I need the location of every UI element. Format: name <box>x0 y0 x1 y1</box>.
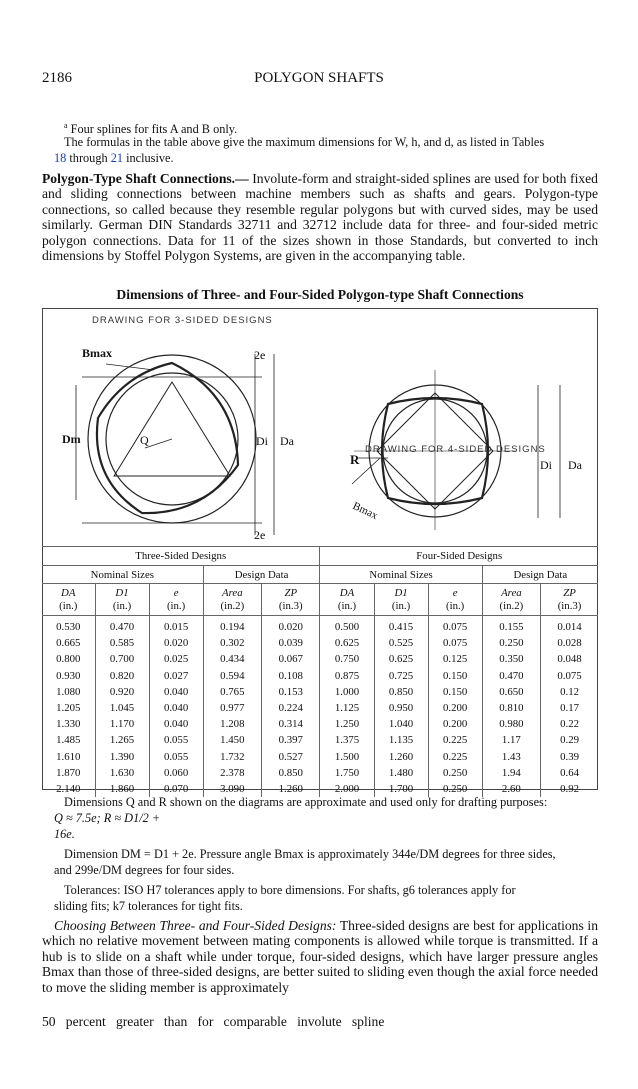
table-cell: 1.732 <box>203 749 261 765</box>
table-cell: 0.594 <box>203 668 261 684</box>
note-tolerances-2 <box>54 898 594 914</box>
table-cell: 1.375 <box>320 732 374 748</box>
table-cell: 1.125 <box>320 700 374 716</box>
section-body: Involute-form and straight-sided splines are used for both fixed and sliding connections between machine members such as shafts and gears. Polygon-type connections, so called because they resemble regular polygons but with curved sides, may be used similarly. German DIN Standards 32711 and 32712 include data for three- and four-sided metric polygon connections. Data for 11 of the sizes shown in those Standards, but converted to inch dimensions by Stoffel Polygon Systems, are given in the accompanying table. <box>42 171 598 264</box>
table-row <box>42 635 598 651</box>
table-link-18[interactable]: 18 <box>54 151 67 165</box>
da-label-three: Da <box>280 434 294 448</box>
table-cell: 1.450 <box>203 732 261 748</box>
table-cell: 0.527 <box>262 749 320 765</box>
table-cell: 0.125 <box>428 651 482 667</box>
table-cell: 0.048 <box>557 653 582 666</box>
table-cell: 0.12 <box>560 685 579 698</box>
table-cell: 1.17 <box>482 732 540 748</box>
table-cell: 1.080 <box>42 684 95 700</box>
three-triangle <box>114 382 230 476</box>
table-cell: 2.140 <box>42 781 95 797</box>
note-dimension-2 <box>54 862 594 878</box>
table-cell: 0.225 <box>428 749 482 765</box>
col-header-3 <box>203 584 261 616</box>
table-cell: 1.700 <box>374 781 428 797</box>
table-cell: 0.155 <box>482 616 540 636</box>
col-unit: (in.) <box>337 599 357 612</box>
table-cell: 0.350 <box>482 651 540 667</box>
di-label-four: Di <box>540 458 552 472</box>
col-symbol: Area <box>501 586 522 599</box>
footnote-a-text: Four splines for fits A and B only. <box>70 122 238 137</box>
table-cell: 0.150 <box>428 668 482 684</box>
table-cell: 0.040 <box>149 716 203 732</box>
table-cell: 1.208 <box>203 716 261 732</box>
table-cell: 1.750 <box>320 765 374 781</box>
table-cell: 0.075 <box>428 635 482 651</box>
inclusive-word: inclusive. <box>126 151 174 165</box>
table-cell: 0.500 <box>320 616 374 636</box>
table-cell: 0.200 <box>428 700 482 716</box>
note-dimension-line1: Dimension DM = D1 + 2e. Pressure angle Bmax is approximately 344e/DM degrees for three sides, <box>64 847 556 861</box>
table-cell: 1.000 <box>320 684 374 700</box>
three-lobed-profile <box>97 363 238 513</box>
col-symbol: D1 <box>394 586 408 599</box>
table-cell: 2.378 <box>203 765 261 781</box>
table-row <box>42 749 598 765</box>
table-cell: 0.014 <box>557 621 582 634</box>
table-cell: 0.92 <box>560 782 579 795</box>
table-cell: 0.039 <box>262 635 320 651</box>
col-symbol: e <box>452 586 458 599</box>
col-header-2 <box>149 584 203 616</box>
table-cell: 0.980 <box>482 716 540 732</box>
col-unit: (in.3) <box>278 599 303 612</box>
design-header-four: Design Data <box>482 566 598 584</box>
table-cell: 0.250 <box>428 765 482 781</box>
table-cell: 0.22 <box>560 718 579 731</box>
col-unit: (in.2) <box>220 599 245 612</box>
table-cell: 1.170 <box>95 716 149 732</box>
section-heading: Polygon-Type Shaft Connections.— <box>42 171 249 186</box>
table-cell: 1.045 <box>95 700 149 716</box>
table-row <box>42 765 598 781</box>
table-cell: 0.800 <box>42 651 95 667</box>
table-row <box>42 700 598 716</box>
table-cell: 0.920 <box>95 684 149 700</box>
col-symbol: ZP <box>284 586 298 599</box>
table-cell: 0.29 <box>560 734 579 747</box>
da-label-four: Da <box>568 458 582 472</box>
table-cell: 0.750 <box>320 651 374 667</box>
table-cell: 1.250 <box>320 716 374 732</box>
table-cell: 0.585 <box>95 635 149 651</box>
table-cell: 1.260 <box>262 781 320 797</box>
table-cell: 0.225 <box>428 732 482 748</box>
col-symbol: DA <box>61 586 76 599</box>
col-header-0 <box>42 584 95 616</box>
table-cell: 2.000 <box>320 781 374 797</box>
table-cell: 0.224 <box>262 700 320 716</box>
table-cell: 0.820 <box>95 668 149 684</box>
table-cell: 0.930 <box>42 668 95 684</box>
table-cell: 0.977 <box>203 700 261 716</box>
choosing-heading: Choosing Between Three- and Four-Sided Designs: <box>54 918 337 933</box>
running-title: POLYGON SHAFTS <box>254 70 384 86</box>
col-symbol: e <box>173 586 179 599</box>
note-q-r-line2: Q ≈ 7.5e; R ≈ D1/2 + <box>54 811 161 825</box>
table-cell: 1.265 <box>95 732 149 748</box>
table-cell: 0.470 <box>482 668 540 684</box>
footnote-tables-line <box>54 150 174 166</box>
col-unit: (in.) <box>59 599 78 612</box>
col-unit: (in.) <box>391 599 411 612</box>
table-cell: 1.480 <box>374 765 428 781</box>
table-cell: 0.040 <box>149 684 203 700</box>
table-cell: 0.725 <box>374 668 428 684</box>
q-label: Q <box>140 433 149 447</box>
two-e-label-bottom: 2e <box>254 528 266 542</box>
table-cell: 0.810 <box>482 700 540 716</box>
polygon-drawings <box>42 330 598 546</box>
col-unit: (in.2) <box>499 599 524 612</box>
col-unit: (in.) <box>445 599 465 612</box>
table-cell: 0.028 <box>557 637 582 650</box>
group-three-header: Three-Sided Designs <box>42 547 320 566</box>
two-e-label-top: 2e <box>254 348 266 362</box>
col-symbol: Area <box>222 586 243 599</box>
table-cell: 0.015 <box>149 616 203 636</box>
col-header-7 <box>428 584 482 616</box>
table-cell: 0.020 <box>149 635 203 651</box>
table-row <box>42 651 598 667</box>
table-cell: 1.500 <box>320 749 374 765</box>
table-cell: 0.027 <box>149 668 203 684</box>
col-unit: (in.) <box>166 599 186 612</box>
table-cell: 1.260 <box>374 749 428 765</box>
table-cell: 0.302 <box>203 635 261 651</box>
table-cell: 0.875 <box>320 668 374 684</box>
col-symbol: ZP <box>563 586 576 599</box>
col-header-8 <box>482 584 540 616</box>
table-cell: 0.625 <box>320 635 374 651</box>
table-cell: 1.205 <box>42 700 95 716</box>
table-cell: 1.330 <box>42 716 95 732</box>
table-row <box>42 616 598 636</box>
table-cell: 0.850 <box>262 765 320 781</box>
note-dimension <box>64 846 604 862</box>
table-cell: 0.040 <box>149 700 203 716</box>
col-unit: (in.3) <box>557 599 582 612</box>
table-cell: 0.055 <box>149 749 203 765</box>
table-cell: 0.765 <box>203 684 261 700</box>
table-cell: 0.075 <box>557 669 582 682</box>
four-sided-drawing-label: DRAWING FOR 4-SIDED DESIGNS <box>365 444 546 455</box>
table-cell: 1.485 <box>42 732 95 748</box>
section-paragraph <box>42 171 598 263</box>
col-header-5 <box>320 584 374 616</box>
table-cell: 0.060 <box>149 765 203 781</box>
polygon-dimensions-table <box>42 546 598 797</box>
table-link-21[interactable]: 21 <box>110 151 124 165</box>
note-tolerances-line2: sliding fits; k7 tolerances for tight fits. <box>54 899 243 913</box>
table-cell: 0.150 <box>428 684 482 700</box>
note-q-r-tail <box>54 826 594 842</box>
table-cell: 1.390 <box>95 749 149 765</box>
bmax-label-three: Bmax <box>82 346 112 360</box>
group-four-header: Four-Sided Designs <box>320 547 598 566</box>
table-cell: 1.860 <box>95 781 149 797</box>
table-cell: 1.870 <box>42 765 95 781</box>
table-cell: 2.60 <box>482 781 540 797</box>
nominal-header-three: Nominal Sizes <box>42 566 203 584</box>
footnote-formulas-text: The formulas in the table above give the maximum dimensions for W, h, and d, as listed in Tables <box>64 135 545 149</box>
dm-label: Dm <box>62 432 81 446</box>
table-cell: 0.314 <box>262 716 320 732</box>
three-sided-drawing-label: DRAWING FOR 3-SIDED DESIGNS <box>92 315 273 326</box>
table-cell: 0.625 <box>374 651 428 667</box>
col-symbol: DA <box>339 586 355 599</box>
col-header-6 <box>374 584 428 616</box>
bmax-label-four: Bmax <box>350 500 380 522</box>
table-cell: 0.415 <box>374 616 428 636</box>
table-cell: 0.075 <box>428 616 482 636</box>
table-cell: 0.397 <box>262 732 320 748</box>
table-cell: 0.665 <box>42 635 95 651</box>
col-header-9 <box>541 584 598 616</box>
choosing-last-line: 50 percent greater than for comparable involute spline <box>42 1014 385 1029</box>
table-row <box>42 684 598 700</box>
table-cell: 0.250 <box>482 635 540 651</box>
table-body <box>42 616 598 798</box>
table-cell: 1.43 <box>482 749 540 765</box>
col-header-1 <box>95 584 149 616</box>
table-row <box>42 716 598 732</box>
table-cell: 0.950 <box>374 700 428 716</box>
table-cell: 0.200 <box>428 716 482 732</box>
note-tolerances <box>64 882 604 898</box>
table-row <box>42 668 598 684</box>
table-cell: 0.070 <box>149 781 203 797</box>
note-q-r-line3: 16e. <box>54 827 75 841</box>
table-cell: 1.630 <box>95 765 149 781</box>
col-symbol: D1 <box>115 586 129 599</box>
col-header-4 <box>262 584 320 616</box>
table-cell: 1.94 <box>482 765 540 781</box>
table-cell: 1.040 <box>374 716 428 732</box>
table-cell: 0.525 <box>374 635 428 651</box>
table-cell: 1.610 <box>42 749 95 765</box>
note-dimension-line2: and 299e/DM degrees for four sides. <box>54 863 235 877</box>
table-caption: Dimensions of Three- and Four-Sided Polygon-type Shaft Connections <box>116 287 524 302</box>
footnote-formulas <box>64 134 604 150</box>
through-word: through <box>69 151 108 165</box>
page-number: 2186 <box>42 70 72 86</box>
r-label: R <box>350 452 360 467</box>
note-q-r-formula <box>54 810 594 826</box>
table-cell: 1.135 <box>374 732 428 748</box>
table-cell: 0.108 <box>262 668 320 684</box>
table-row <box>42 732 598 748</box>
table-cell: 0.250 <box>428 781 482 797</box>
table-cell: 0.39 <box>560 750 579 763</box>
table-cell: 0.650 <box>482 684 540 700</box>
table-cell: 0.067 <box>262 651 320 667</box>
nominal-header-four: Nominal Sizes <box>320 566 482 584</box>
table-cell: 0.434 <box>203 651 261 667</box>
table-cell: 0.020 <box>262 616 320 636</box>
footnote-marker: a <box>64 121 68 130</box>
column-header-row <box>42 584 598 616</box>
col-unit: (in.) <box>112 599 132 612</box>
choosing-paragraph <box>42 918 598 995</box>
table-cell: 0.194 <box>203 616 261 636</box>
choosing-body: Three-sided designs are best for applications in which no relative movement between mating components is allowed while torque is transmitted. If a hub is to slide on a shaft while under torque, four-sided designs, which have larger pressure angles Bmax than those of three-sided designs, are better suited to sliding even though the axial force needed to move the sliding member is approximately <box>42 918 598 995</box>
table-cell: 0.025 <box>149 651 203 667</box>
note-tolerances-line1: Tolerances: ISO H7 tolerances apply to bore dimensions. For shafts, g6 tolerances apply for <box>64 883 516 897</box>
table-cell: 0.17 <box>560 702 579 715</box>
note-q-r-line1: Dimensions Q and R shown on the diagrams are approximate and used only for drafting purposes: <box>64 795 548 809</box>
di-label-three: Di <box>256 434 268 448</box>
table-cell: 0.700 <box>95 651 149 667</box>
table-cell: 0.64 <box>560 766 579 779</box>
table-cell: 0.153 <box>262 684 320 700</box>
design-header-three: Design Data <box>203 566 320 584</box>
table-cell: 0.850 <box>374 684 428 700</box>
table-cell: 0.055 <box>149 732 203 748</box>
note-q-r <box>64 794 604 810</box>
table-cell: 3.090 <box>203 781 261 797</box>
table-cell: 0.470 <box>95 616 149 636</box>
table-cell: 0.530 <box>42 616 95 636</box>
